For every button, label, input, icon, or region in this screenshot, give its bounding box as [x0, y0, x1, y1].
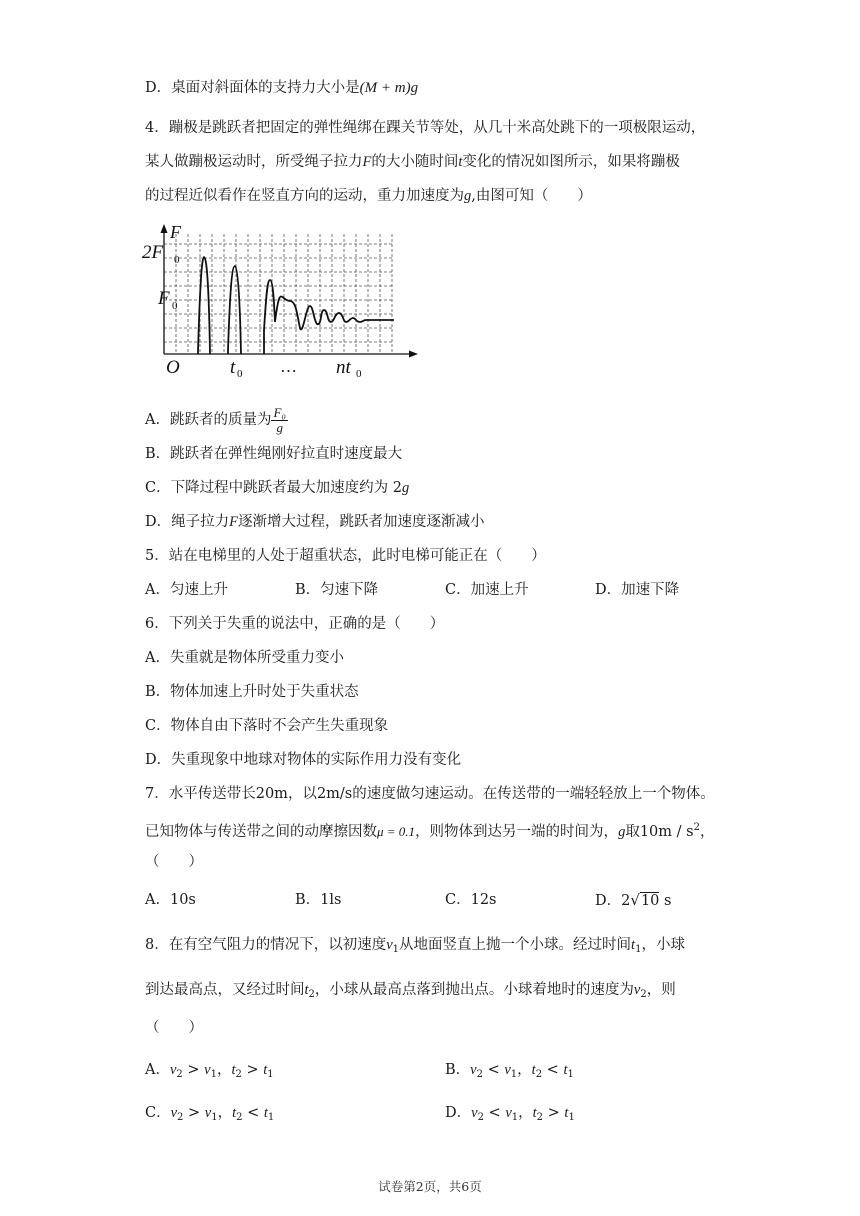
q4-option-c[interactable]: C．下降过程中跳跃者最大加速度约为 2g — [145, 480, 410, 496]
q3-option-d: D．桌面对斜面体的支持力大小是(M + m)g — [145, 80, 419, 96]
q7-option-b[interactable]: B．1ls — [295, 892, 342, 908]
q4-option-d[interactable]: D．绳子拉力F逐渐增大过程，跳跃者加速度逐渐减小 — [145, 514, 485, 530]
q5-option-d[interactable]: D．加速下降 — [595, 582, 680, 598]
graph-label-2F0-sub: 0 — [174, 254, 180, 266]
q3-option-d-math: (M + m)g — [359, 80, 419, 96]
q5-option-b[interactable]: B．匀速下降 — [295, 582, 379, 598]
graph-label-2F0: 2F — [142, 242, 164, 263]
graph-label-nt0: nt — [336, 357, 351, 378]
q7-stem-line2: 已知物体与传送带之间的动摩擦因数μ = 0.1，则物体到达另一端的时间为，g取$10m / s^2$， — [145, 822, 715, 840]
q4-force-time-graph — [140, 222, 430, 382]
q7-option-c[interactable]: C．12s — [445, 892, 497, 908]
q6-option-c[interactable]: C．物体自由下落时不会产生失重现象 — [145, 718, 389, 734]
q8-stem-line1: 8．在有空气阻力的情况下，以初速度$v_1$从地面竖直上抛一个小球。经过时间$t_1$，小球 — [145, 937, 685, 955]
graph-label-t0-sub: 0 — [237, 368, 243, 380]
q6-option-a[interactable]: A．失重就是物体所受重力变小 — [145, 650, 344, 666]
q8-option-a[interactable]: A．$v_2 > v_1$，$t_2 > t_1$ — [145, 1062, 274, 1080]
graph-label-F0-sub: 0 — [172, 300, 178, 312]
graph-origin-label: O — [166, 357, 180, 378]
q4-option-a[interactable]: A．跳跃者的质量为 $\frac{\text{F₀}}{g}$ — [145, 404, 286, 435]
q5-option-c[interactable]: C．加速上升 — [445, 582, 529, 598]
q5-option-a[interactable]: A．匀速上升 — [145, 582, 228, 598]
q4-stem-line2: 某人做蹦极运动时，所受绳子拉力F的大小随时间t变化的情况如图所示，如果将蹦极 — [145, 154, 680, 170]
graph-label-nt0-sub: 0 — [356, 368, 362, 380]
q7-option-a[interactable]: A．10s — [145, 892, 196, 908]
graph-ellipsis: … — [280, 357, 297, 376]
q4-stem-line1: 4．蹦极是跳跃者把固定的弹性绳绑在踝关节等处，从几十米高处跳下的一项极限运动， — [145, 120, 706, 136]
graph-y-axis-label: F — [170, 222, 181, 242]
q8-stem-line2: 到达最高点，又经过时间$t_2$，小球从最高点落到抛出点。小球着地时的速度为$v_2$，则 — [145, 982, 676, 1000]
page-footer: 试卷第2页，共6页 — [378, 1179, 482, 1194]
q8-option-c[interactable]: C．$v_2 > v_1$，$t_2 < t_1$ — [145, 1105, 275, 1123]
q7-option-d[interactable]: D．2√10 s — [595, 891, 672, 909]
q8-stem-line3: （ ） — [145, 1020, 203, 1036]
q4-option-a-fraction: $\frac{\text{F₀}}{g}$ — [273, 404, 286, 435]
q5-stem: 5．站在电梯里的人处于超重状态，此时电梯可能正在（ ） — [145, 548, 546, 564]
q6-option-d[interactable]: D．失重现象中地球对物体的实际作用力没有变化 — [145, 752, 462, 768]
q6-option-b[interactable]: B．物体加速上升时处于失重状态 — [145, 684, 359, 700]
q6-stem: 6．下列关于失重的说法中，正确的是（ ） — [145, 616, 445, 632]
q8-option-d[interactable]: D．$v_2 < v_1$，$t_2 > t_1$ — [445, 1105, 575, 1123]
graph-label-t0: t — [230, 357, 236, 378]
q7-stem-line1: 7．水平传送带长20m，以2m/s的速度做匀速运动。在传送带的一端轻轻放上一个物体。 — [145, 786, 715, 802]
graph-y-arrow — [161, 224, 168, 233]
q8-option-b[interactable]: B．$v_2 < v_1$，$t_2 < t_1$ — [445, 1062, 574, 1080]
graph-x-arrow — [409, 351, 418, 358]
graph-label-F0: F — [158, 288, 170, 309]
q7-stem-line3: （ ） — [145, 854, 203, 870]
q4-option-b[interactable]: B．跳跃者在弹性绳刚好拉直时速度最大 — [145, 446, 403, 462]
q4-stem-line3: 的过程近似看作在竖直方向的运动，重力加速度为g,由图可知（ ） — [145, 188, 592, 204]
